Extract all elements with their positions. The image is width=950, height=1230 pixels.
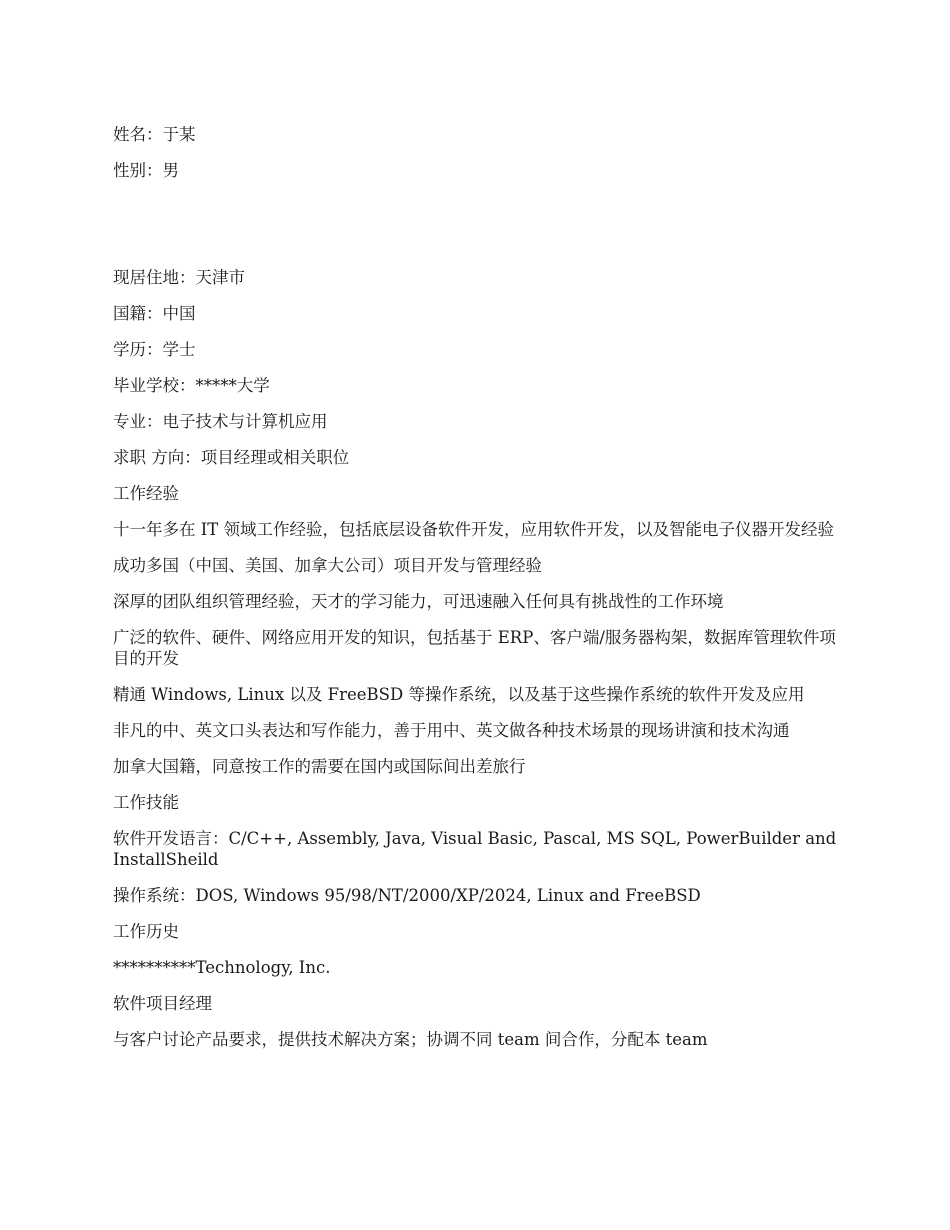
residence-line: 现居住地：天津市 — [113, 268, 245, 287]
history-company: **********Technology, Inc. — [113, 958, 331, 977]
degree-line: 学历：学士 — [113, 340, 196, 359]
school-line: 毕业学校：*****大学 — [113, 376, 270, 395]
experience-item: 非凡的中、英文口头表达和写作能力，善于用中、英文做各种技术场景的现场讲演和技术沟通 — [113, 721, 790, 740]
name-line: 姓名：于某 — [113, 125, 196, 144]
nationality-line: 国籍：中国 — [113, 304, 196, 323]
experience-item: 广泛的软件、硬件、网络应用开发的知识，包括基于 ERP、客户端/服务器构架，数据库管理软件项目的开发 — [113, 628, 836, 668]
history-duty: 与客户讨论产品要求，提供技术解决方案；协调不同 team 间合作，分配本 team — [113, 1030, 708, 1049]
blank-space — [113, 196, 838, 267]
gender-line: 性别：男 — [113, 161, 179, 180]
objective-line: 求职 方向：项目经理或相关职位 — [113, 448, 350, 467]
history-heading: 工作历史 — [113, 922, 179, 941]
skills-heading: 工作技能 — [113, 793, 179, 812]
experience-item: 十一年多在 IT 领域工作经验，包括底层设备软件开发，应用软件开发，以及智能电子仪器开发经验 — [113, 520, 835, 539]
experience-heading: 工作经验 — [113, 484, 179, 503]
experience-item: 加拿大国籍，同意按工作的需要在国内或国际间出差旅行 — [113, 757, 526, 776]
history-position: 软件项目经理 — [113, 994, 212, 1013]
resume-document — [113, 124, 838, 1065]
experience-item: 精通 Windows, Linux 以及 FreeBSD 等操作系统，以及基于这些操作系统的软件开发及应用 — [113, 685, 805, 704]
experience-item: 成功多国（中国、美国、加拿大公司）项目开发与管理经验 — [113, 556, 542, 575]
skills-item: 操作系统：DOS, Windows 95/98/NT/2000/XP/2024, Linux and FreeBSD — [113, 886, 701, 905]
skills-item: 软件开发语言：C/C++, Assembly, Java, Visual Basic, Pascal, MS SQL, PowerBuilder and InstallSheild — [113, 829, 837, 869]
experience-item: 深厚的团队组织管理经验，天才的学习能力，可迅速融入任何具有挑战性的工作环境 — [113, 592, 724, 611]
major-line: 专业：电子技术与计算机应用 — [113, 412, 328, 431]
